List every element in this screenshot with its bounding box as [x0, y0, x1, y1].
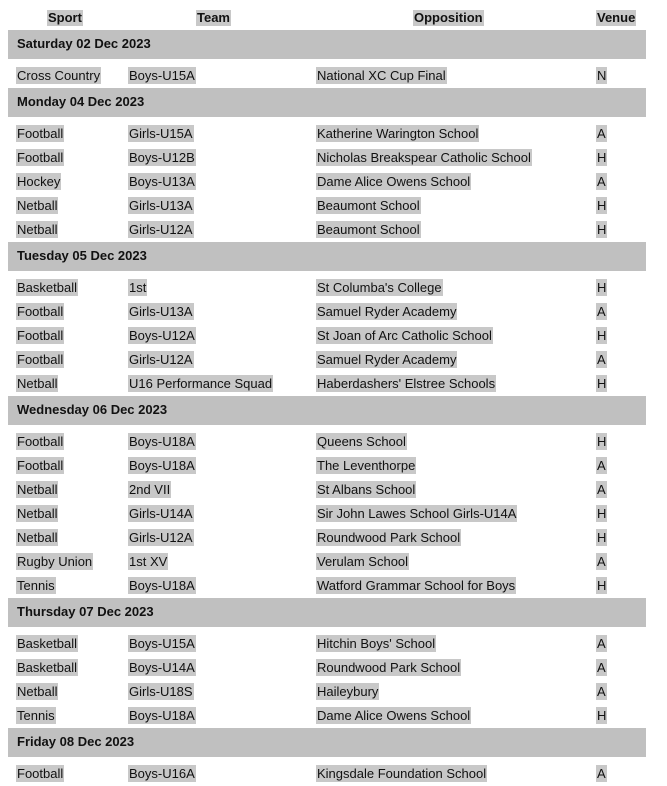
team-cell: Boys-U12A — [129, 328, 195, 343]
opposition-cell: Hitchin Boys' School — [317, 636, 436, 651]
sport-cell: Netball — [17, 506, 58, 521]
team-cell: 1st XV — [129, 554, 168, 569]
team-cell: Girls-U13A — [129, 304, 193, 319]
team-cell: Girls-U15A — [129, 126, 193, 141]
sport-cell: Football — [17, 458, 64, 473]
sport-cell: Football — [17, 434, 64, 449]
fixture-row — [8, 574, 646, 598]
day-group — [8, 598, 646, 728]
opposition-cell: St Albans School — [317, 482, 416, 497]
fixtures-body — [8, 30, 646, 786]
venue-cell: H — [597, 434, 607, 449]
venue-cell: H — [597, 376, 607, 391]
sport-cell: Basketball — [17, 660, 77, 675]
team-cell: Boys-U18A — [129, 458, 195, 473]
fixture-row — [8, 276, 646, 300]
venue-cell: H — [597, 328, 607, 343]
day-date: Saturday 02 Dec 2023 — [17, 36, 151, 51]
venue-cell: A — [597, 636, 606, 651]
sport-cell: Tennis — [17, 578, 55, 593]
day-group — [8, 396, 646, 598]
fixture-row — [8, 194, 646, 218]
opposition-cell: National XC Cup Final — [317, 68, 446, 83]
fixture-row — [8, 632, 646, 656]
opposition-cell: Haileybury — [317, 684, 379, 699]
opposition-cell: Katherine Warington School — [317, 126, 479, 141]
team-cell: Boys-U13A — [129, 174, 195, 189]
team-cell: Girls-U14A — [129, 506, 193, 521]
team-cell: Girls-U13A — [129, 198, 193, 213]
fixture-row — [8, 430, 646, 454]
fixture-row — [8, 324, 646, 348]
day-header — [8, 30, 646, 59]
fixture-row — [8, 170, 646, 194]
day-header — [8, 728, 646, 757]
opposition-cell: Nicholas Breakspear Catholic School — [317, 150, 531, 165]
team-cell: Boys-U15A — [129, 636, 195, 651]
fixture-row — [8, 526, 646, 550]
venue-cell: H — [597, 150, 607, 165]
sport-cell: Football — [17, 328, 64, 343]
day-date: Friday 08 Dec 2023 — [17, 734, 135, 749]
venue-cell: H — [597, 530, 607, 545]
team-cell: Girls-U12A — [129, 530, 193, 545]
venue-cell: H — [597, 708, 607, 723]
team-cell: Boys-U16A — [129, 766, 195, 781]
day-date: Monday 04 Dec 2023 — [17, 94, 145, 109]
sport-cell: Rugby Union — [17, 554, 93, 569]
team-cell: U16 Performance Squad — [129, 376, 273, 391]
team-cell: Boys-U12B — [129, 150, 195, 165]
header-venue: Venue — [597, 10, 636, 25]
fixtures-table — [8, 6, 646, 786]
sport-cell: Netball — [17, 198, 58, 213]
day-group — [8, 728, 646, 786]
venue-cell: A — [597, 660, 606, 675]
day-group — [8, 88, 646, 242]
fixture-row — [8, 762, 646, 786]
team-cell: Boys-U14A — [129, 660, 195, 675]
opposition-cell: Dame Alice Owens School — [317, 174, 471, 189]
fixture-row — [8, 478, 646, 502]
team-cell: Girls-U18S — [129, 684, 193, 699]
opposition-cell: Kingsdale Foundation School — [317, 766, 487, 781]
day-group — [8, 242, 646, 396]
fixture-row — [8, 348, 646, 372]
opposition-cell: Beaumont School — [317, 222, 420, 237]
fixture-row — [8, 550, 646, 574]
venue-cell: A — [597, 126, 606, 141]
day-header — [8, 88, 646, 117]
opposition-cell: The Leventhorpe — [317, 458, 416, 473]
sport-cell: Football — [17, 150, 64, 165]
opposition-cell: Queens School — [317, 434, 406, 449]
opposition-cell: Roundwood Park School — [317, 660, 461, 675]
sport-cell: Basketball — [17, 636, 77, 651]
sport-cell: Netball — [17, 684, 58, 699]
opposition-cell: Samuel Ryder Academy — [317, 304, 457, 319]
team-cell: Boys-U15A — [129, 68, 195, 83]
team-cell: 1st — [129, 280, 147, 295]
header-opposition: Opposition — [414, 10, 483, 25]
venue-cell: A — [597, 174, 606, 189]
team-cell: Boys-U18A — [129, 578, 195, 593]
sport-cell: Football — [17, 304, 64, 319]
sport-cell: Football — [17, 126, 64, 141]
opposition-cell: Haberdashers' Elstree Schools — [317, 376, 496, 391]
header-team: Team — [197, 10, 230, 25]
opposition-cell: Roundwood Park School — [317, 530, 461, 545]
fixture-row — [8, 372, 646, 396]
venue-cell: H — [597, 222, 607, 237]
fixture-row — [8, 146, 646, 170]
day-date: Tuesday 05 Dec 2023 — [17, 248, 147, 263]
venue-cell: A — [597, 482, 606, 497]
sport-cell: Cross Country — [17, 68, 101, 83]
fixture-row — [8, 704, 646, 728]
fixture-row — [8, 680, 646, 704]
venue-cell: N — [597, 68, 607, 83]
venue-cell: H — [597, 280, 607, 295]
day-header — [8, 242, 646, 271]
venue-cell: A — [597, 304, 606, 319]
team-cell: 2nd VII — [129, 482, 171, 497]
sport-cell: Netball — [17, 376, 58, 391]
day-group — [8, 30, 646, 88]
team-cell: Girls-U12A — [129, 352, 193, 367]
venue-cell: H — [597, 506, 607, 521]
venue-cell: H — [597, 578, 607, 593]
venue-cell: A — [597, 684, 606, 699]
fixture-row — [8, 218, 646, 242]
fixture-row — [8, 656, 646, 680]
opposition-cell: Sir John Lawes School Girls-U14A — [317, 506, 517, 521]
opposition-cell: Beaumont School — [317, 198, 420, 213]
fixture-row — [8, 300, 646, 324]
venue-cell: A — [597, 352, 606, 367]
opposition-cell: Samuel Ryder Academy — [317, 352, 457, 367]
team-cell: Girls-U12A — [129, 222, 193, 237]
fixture-row — [8, 122, 646, 146]
sport-cell: Netball — [17, 482, 58, 497]
opposition-cell: Verulam School — [317, 554, 409, 569]
fixture-row — [8, 64, 646, 88]
sport-cell: Hockey — [17, 174, 61, 189]
venue-cell: A — [597, 458, 606, 473]
team-cell: Boys-U18A — [129, 708, 195, 723]
venue-cell: H — [597, 198, 607, 213]
table-header — [8, 6, 646, 30]
venue-cell: A — [597, 766, 606, 781]
day-header — [8, 396, 646, 425]
fixture-row — [8, 502, 646, 526]
sport-cell: Football — [17, 352, 64, 367]
sport-cell: Football — [17, 766, 64, 781]
opposition-cell: Watford Grammar School for Boys — [317, 578, 516, 593]
fixture-row — [8, 454, 646, 478]
venue-cell: A — [597, 554, 606, 569]
day-date: Thursday 07 Dec 2023 — [17, 604, 154, 619]
opposition-cell: St Joan of Arc Catholic School — [317, 328, 492, 343]
header-sport: Sport — [48, 10, 82, 25]
sport-cell: Netball — [17, 530, 58, 545]
opposition-cell: Dame Alice Owens School — [317, 708, 471, 723]
day-header — [8, 598, 646, 627]
sport-cell: Tennis — [17, 708, 55, 723]
sport-cell: Netball — [17, 222, 58, 237]
opposition-cell: St Columba's College — [317, 280, 442, 295]
sport-cell: Basketball — [17, 280, 77, 295]
team-cell: Boys-U18A — [129, 434, 195, 449]
day-date: Wednesday 06 Dec 2023 — [17, 402, 168, 417]
